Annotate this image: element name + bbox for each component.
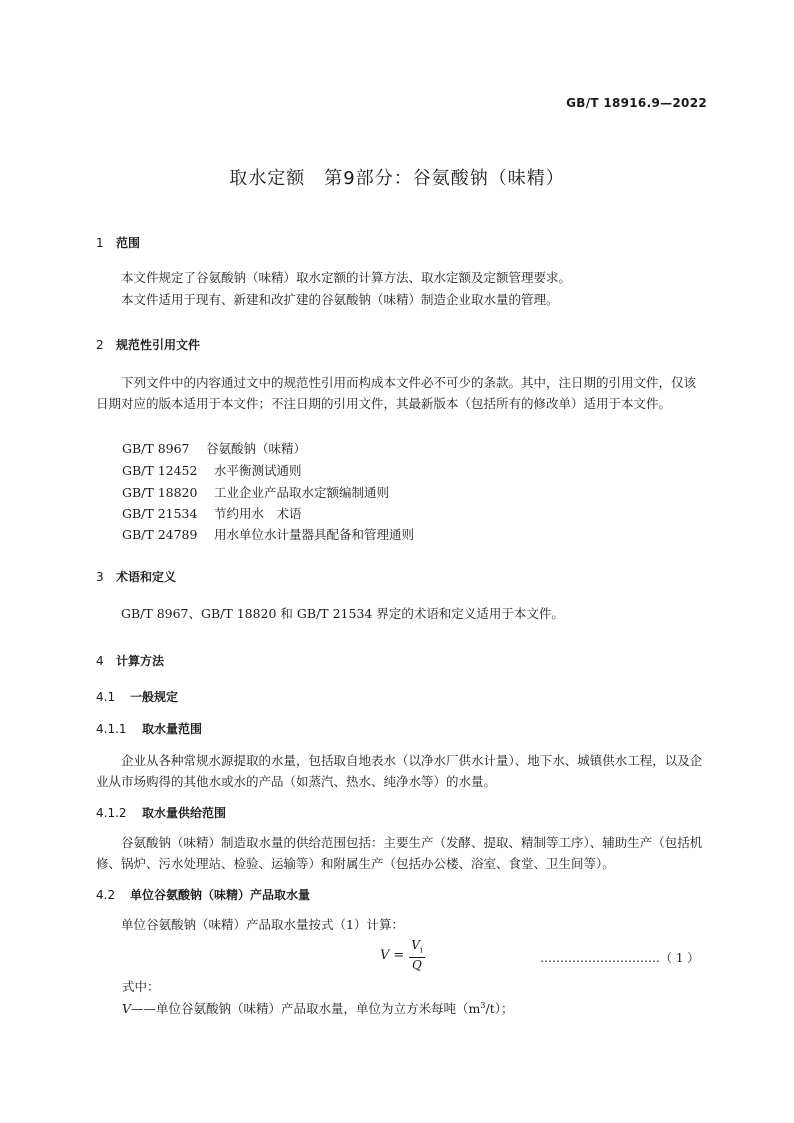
reference-code: GB/T 8967	[122, 441, 190, 456]
section-1-paragraph-2: 本文件适用于现有、新建和改扩建的谷氨酸钠（味精）制造企业取水量的管理。	[121, 292, 559, 307]
symbol-text-end: /t）；	[485, 1001, 514, 1016]
section-4-2-text: 单位谷氨酸钠（味精）产品取水量按式（1）计算：	[121, 917, 404, 932]
section-number: 4	[96, 654, 104, 668]
section-3-text: GB/T 8967、GB/T 18820 和 GB/T 21534 界定的术语和定义适用于本文件。	[121, 606, 564, 621]
formula-number-label: （ 1 ）	[660, 951, 700, 965]
section-4-1-1-heading	[96, 720, 202, 737]
reference-item	[122, 525, 414, 543]
section-number: 3	[96, 570, 104, 584]
section-4-1-2-text: 谷氨酸钠（味精）制造取水量的供给范围包括：主要生产（发酵、提取、精制等工序）、辅助生产（包括机修、锅炉、污水处理站、检验、运输等）和附属生产（包括办公楼、浴室、食堂、卫生间等）。	[96, 835, 703, 871]
formula-lhs: V	[380, 948, 390, 964]
section-number: 4.1	[96, 690, 116, 704]
symbol-text: 单位谷氨酸钠（味精）产品取水量，单位为立方米每吨（m	[156, 1001, 481, 1016]
formula-leader-dots: …………………………	[540, 951, 660, 965]
numerator-symbol: V	[411, 938, 420, 952]
section-4-1-1-text: 企业从各种常规水源提取的水量，包括取自地表水（以净水厂供水计量）、地下水、城镇供水工程，以及企业从市场购得的其他水或水的产品（如蒸汽、热水、纯净水等）的水量。	[96, 753, 703, 789]
section-title: 取水量范围	[142, 722, 203, 736]
section-title: 取水量供给范围	[142, 806, 227, 820]
section-1-paragraph-1: 本文件规定了谷氨酸钠（味精）取水定额的计算方法、取水定额及定额管理要求。	[121, 270, 572, 285]
symbol: V	[122, 1001, 132, 1016]
section-title: 计算方法	[116, 654, 165, 668]
numerator-subscript: i	[419, 945, 423, 955]
reference-code: GB/T 18820	[122, 485, 198, 500]
formula-where-label: 式中：	[122, 979, 160, 994]
document-title: 取水定额 第9部分：谷氨酸钠（味精）	[229, 168, 565, 189]
reference-title: 节约用水 术语	[214, 506, 302, 521]
section-1-heading	[96, 234, 140, 251]
section-number: 1	[96, 236, 104, 250]
reference-item	[122, 504, 302, 522]
section-4-1-2-heading	[96, 804, 226, 821]
reference-title: 用水单位水计量器具配备和管理通则	[214, 527, 415, 542]
formula-1	[380, 938, 425, 973]
section-4-2-heading	[96, 886, 310, 903]
unit-superscript: 3	[480, 1000, 486, 1010]
reference-item	[122, 461, 302, 479]
section-number: 4.1.1	[96, 722, 127, 736]
section-number: 4.1.2	[96, 806, 127, 820]
section-2-heading	[96, 336, 200, 353]
reference-title: 工业企业产品取水定额编制通则	[214, 485, 390, 500]
reference-item	[122, 483, 389, 501]
section-4-heading	[96, 652, 164, 669]
section-title: 术语和定义	[116, 570, 177, 584]
section-title: 范围	[116, 236, 141, 250]
reference-code: GB/T 24789	[122, 527, 198, 542]
symbol-definition	[122, 999, 513, 1017]
standard-number: GB/T 18916.9—2022	[566, 96, 707, 110]
reference-title: 谷氨酸钠（味精）	[206, 441, 307, 456]
section-number: 2	[96, 338, 104, 352]
section-title: 单位谷氨酸钠（味精）产品取水量	[130, 888, 311, 902]
reference-code: GB/T 12452	[122, 463, 198, 478]
section-number: 4.2	[96, 888, 116, 902]
formula-fraction	[409, 938, 424, 973]
formula-number	[540, 949, 699, 966]
section-2-intro: 下列文件中的内容通过文中的规范性引用而构成本文件必不可少的条款。其中，注日期的引用文件，仅该日期对应的版本适用于本文件；不注日期的引用文件，其最新版本（包括所有的修改单）适用于本文件。	[96, 375, 697, 411]
section-3-heading	[96, 568, 176, 585]
formula-equals: =	[393, 948, 405, 964]
reference-item	[122, 439, 306, 457]
reference-code: GB/T 21534	[122, 506, 198, 521]
section-title: 规范性引用文件	[116, 338, 201, 352]
formula-numerator	[409, 938, 424, 958]
formula-denominator: Q	[411, 958, 422, 973]
reference-title: 水平衡测试通则	[214, 463, 302, 478]
section-title: 一般规定	[130, 690, 179, 704]
section-4-1-heading	[96, 688, 178, 705]
symbol-dash: ——	[131, 1001, 157, 1016]
